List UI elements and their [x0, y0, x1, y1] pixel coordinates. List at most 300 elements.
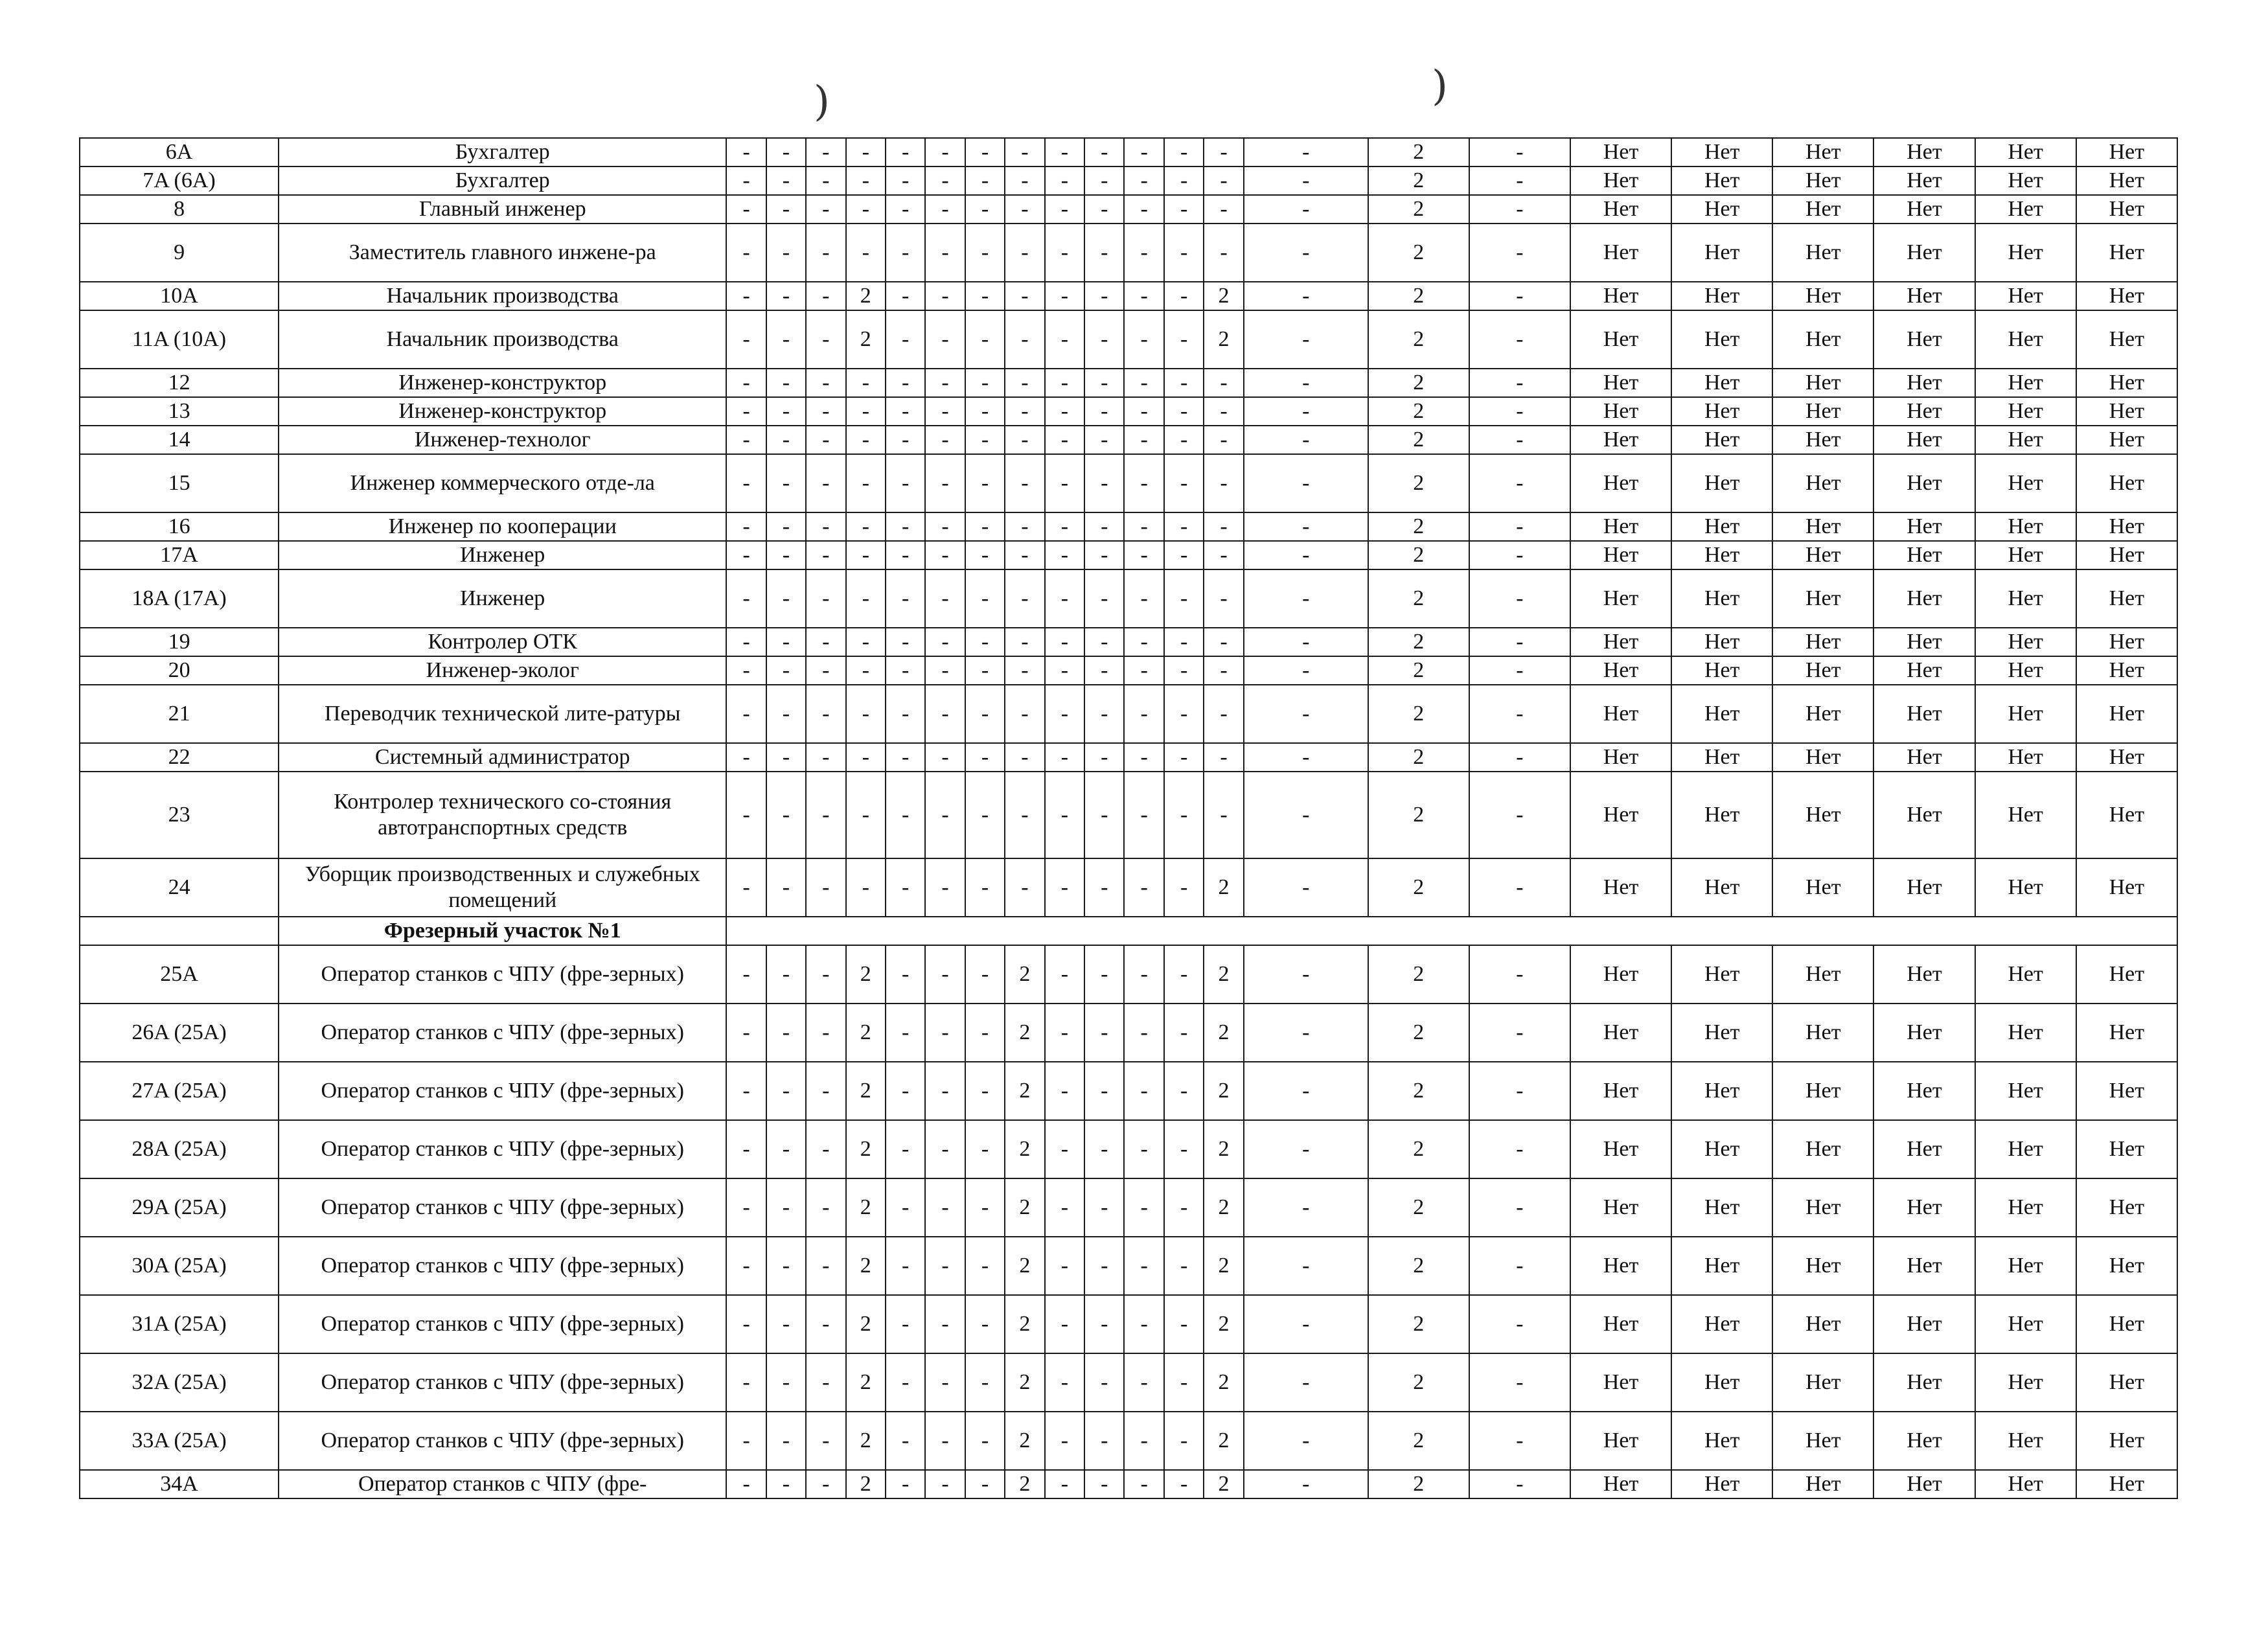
table-row	[80, 397, 2177, 426]
guarantee-cell: Нет	[1772, 1412, 1873, 1470]
factor-class-cell: -	[1244, 1412, 1368, 1470]
position-name: Оператор станков с ЧПУ (фре-зерных)	[279, 1004, 726, 1062]
table-row	[80, 1178, 2177, 1237]
guarantee-cell: Нет	[1772, 685, 1873, 743]
factor-class-cell: -	[806, 1004, 845, 1062]
guarantee-cell: Нет	[1570, 512, 1671, 541]
guarantee-cell: Нет	[1671, 512, 1772, 541]
factor-class-cell: -	[925, 569, 965, 628]
factor-class-cell: 2	[1368, 1004, 1469, 1062]
guarantee-cell: Нет	[1570, 1470, 1671, 1498]
guarantee-cell: Нет	[1975, 743, 2076, 772]
guarantee-cell: Нет	[1671, 397, 1772, 426]
table-row	[80, 310, 2177, 369]
factor-class-cell: -	[965, 685, 1005, 743]
factor-class-cell: -	[965, 541, 1005, 569]
section-num-cell	[80, 917, 279, 945]
table-row	[80, 195, 2177, 224]
guarantee-cell: Нет	[1671, 138, 1772, 166]
guarantee-cell: Нет	[2076, 1062, 2177, 1120]
factor-class-cell: -	[766, 310, 806, 369]
factor-class-cell: 2	[1005, 945, 1044, 1004]
factor-class-cell: -	[1164, 541, 1204, 569]
row-number: 7A (6A)	[80, 166, 279, 195]
factor-class-cell: -	[1005, 541, 1044, 569]
factor-class-cell: -	[806, 1062, 845, 1120]
guarantee-cell: Нет	[1873, 1062, 1975, 1120]
factor-class-cell: -	[766, 685, 806, 743]
factor-class-cell: -	[1124, 138, 1163, 166]
factor-class-cell: -	[1124, 1120, 1163, 1178]
factor-class-cell: -	[806, 772, 845, 858]
factor-class-cell: 2	[1368, 569, 1469, 628]
factor-class-cell: -	[806, 1353, 845, 1412]
factor-class-cell: 2	[1204, 310, 1243, 369]
guarantee-cell: Нет	[1975, 1470, 2076, 1498]
factor-class-cell: -	[766, 541, 806, 569]
guarantee-cell: Нет	[1873, 1120, 1975, 1178]
table-body	[80, 138, 2177, 1498]
position-name: Бухгалтер	[279, 166, 726, 195]
factor-class-cell: -	[1469, 1120, 1570, 1178]
factor-class-cell: -	[1244, 772, 1368, 858]
factor-class-cell: 2	[1005, 1120, 1044, 1178]
factor-class-cell: 2	[1005, 1004, 1044, 1062]
guarantee-cell: Нет	[1772, 1004, 1873, 1062]
factor-class-cell: 2	[846, 1412, 886, 1470]
punch-hole-mark-right: )	[1432, 62, 1448, 110]
factor-class-cell: -	[925, 166, 965, 195]
guarantee-cell: Нет	[1772, 310, 1873, 369]
guarantee-cell: Нет	[1975, 685, 2076, 743]
guarantee-cell: Нет	[1671, 1295, 1772, 1353]
factor-class-cell: -	[886, 858, 925, 917]
guarantee-cell: Нет	[1975, 224, 2076, 282]
guarantee-cell: Нет	[2076, 1295, 2177, 1353]
guarantee-cell: Нет	[1772, 1353, 1873, 1412]
factor-class-cell: -	[806, 858, 845, 917]
guarantee-cell: Нет	[2076, 224, 2177, 282]
factor-class-cell: -	[1124, 685, 1163, 743]
factor-class-cell: -	[1244, 138, 1368, 166]
factor-class-cell: -	[766, 628, 806, 656]
factor-class-cell: -	[766, 369, 806, 397]
factor-class-cell: -	[925, 628, 965, 656]
factor-class-cell: -	[1204, 569, 1243, 628]
factor-class-cell: -	[766, 858, 806, 917]
guarantee-cell: Нет	[1671, 1004, 1772, 1062]
factor-class-cell: -	[1124, 397, 1163, 426]
factor-class-cell: -	[925, 1120, 965, 1178]
factor-class-cell: -	[886, 569, 925, 628]
factor-class-cell: -	[1045, 282, 1084, 310]
factor-class-cell: -	[1244, 1120, 1368, 1178]
factor-class-cell: -	[1124, 743, 1163, 772]
factor-class-cell: -	[1244, 858, 1368, 917]
guarantee-cell: Нет	[1671, 454, 1772, 512]
factor-class-cell: 2	[846, 310, 886, 369]
factor-class-cell: 2	[1368, 743, 1469, 772]
factor-class-cell: -	[806, 1295, 845, 1353]
factor-class-cell: -	[886, 1120, 925, 1178]
factor-class-cell: -	[1244, 541, 1368, 569]
factor-class-cell: 2	[1368, 397, 1469, 426]
factor-class-cell: -	[846, 454, 886, 512]
position-name: Инженер	[279, 569, 726, 628]
position-name: Главный инженер	[279, 195, 726, 224]
factor-class-cell: -	[766, 224, 806, 282]
guarantee-cell: Нет	[1570, 541, 1671, 569]
factor-class-cell: -	[1005, 369, 1044, 397]
guarantee-cell: Нет	[1570, 743, 1671, 772]
factor-class-cell: -	[1244, 1237, 1368, 1295]
factor-class-cell: -	[886, 1353, 925, 1412]
guarantee-cell: Нет	[1873, 166, 1975, 195]
row-number: 17A	[80, 541, 279, 569]
factor-class-cell: -	[846, 224, 886, 282]
factor-class-cell: -	[886, 512, 925, 541]
factor-class-cell: -	[925, 224, 965, 282]
guarantee-cell: Нет	[1570, 195, 1671, 224]
factor-class-cell: -	[965, 1412, 1005, 1470]
guarantee-cell: Нет	[2076, 138, 2177, 166]
factor-class-cell: 2	[1005, 1412, 1044, 1470]
factor-class-cell: 2	[1368, 1295, 1469, 1353]
factor-class-cell: -	[1045, 945, 1084, 1004]
guarantee-cell: Нет	[1975, 512, 2076, 541]
guarantee-cell: Нет	[1772, 166, 1873, 195]
table-row	[80, 1120, 2177, 1178]
factor-class-cell: -	[1124, 310, 1163, 369]
factor-class-cell: -	[806, 512, 845, 541]
guarantee-cell: Нет	[1772, 772, 1873, 858]
guarantee-cell: Нет	[1772, 628, 1873, 656]
guarantee-cell: Нет	[1873, 541, 1975, 569]
guarantee-cell: Нет	[1873, 138, 1975, 166]
factor-class-cell: -	[965, 743, 1005, 772]
guarantee-cell: Нет	[1772, 1295, 1873, 1353]
guarantee-cell: Нет	[1570, 772, 1671, 858]
factor-class-cell: -	[1084, 1470, 1124, 1498]
factor-class-cell: -	[766, 569, 806, 628]
factor-class-cell: -	[965, 1062, 1005, 1120]
guarantee-cell: Нет	[1873, 1178, 1975, 1237]
factor-class-cell: -	[1469, 569, 1570, 628]
factor-class-cell: -	[1084, 369, 1124, 397]
factor-class-cell: -	[1045, 569, 1084, 628]
factor-class-cell: -	[1244, 454, 1368, 512]
factor-class-cell: -	[1469, 685, 1570, 743]
factor-class-cell: -	[965, 397, 1005, 426]
factor-class-cell: -	[1204, 454, 1243, 512]
factor-class-cell: -	[1204, 656, 1243, 685]
factor-class-cell: -	[1084, 138, 1124, 166]
factor-class-cell: -	[846, 569, 886, 628]
factor-class-cell: -	[1469, 138, 1570, 166]
factor-class-cell: -	[1469, 195, 1570, 224]
factor-class-cell: -	[965, 195, 1005, 224]
guarantee-cell: Нет	[1975, 569, 2076, 628]
factor-class-cell: -	[766, 1062, 806, 1120]
factor-class-cell: -	[726, 1470, 766, 1498]
guarantee-cell: Нет	[1772, 858, 1873, 917]
row-number: 34A	[80, 1470, 279, 1498]
factor-class-cell: -	[925, 743, 965, 772]
factor-class-cell: -	[726, 224, 766, 282]
factor-class-cell: -	[1469, 628, 1570, 656]
factor-class-cell: -	[1124, 282, 1163, 310]
factor-class-cell: -	[1204, 369, 1243, 397]
factor-class-cell: -	[726, 1353, 766, 1412]
factor-class-cell: -	[1005, 656, 1044, 685]
factor-class-cell: -	[766, 656, 806, 685]
factor-class-cell: -	[965, 282, 1005, 310]
factor-class-cell: -	[1164, 224, 1204, 282]
factor-class-cell: -	[1469, 397, 1570, 426]
factor-class-cell: -	[1084, 1120, 1124, 1178]
guarantee-cell: Нет	[1671, 656, 1772, 685]
factor-class-cell: 2	[1368, 1062, 1469, 1120]
factor-class-cell: -	[1005, 685, 1044, 743]
guarantee-cell: Нет	[1570, 166, 1671, 195]
position-name: Инженер-конструктор	[279, 397, 726, 426]
factor-class-cell: 2	[1368, 772, 1469, 858]
table-row	[80, 1295, 2177, 1353]
position-name: Контролер ОТК	[279, 628, 726, 656]
guarantee-cell: Нет	[1975, 945, 2076, 1004]
guarantee-cell: Нет	[2076, 512, 2177, 541]
factor-class-cell: 2	[1005, 1062, 1044, 1120]
factor-class-cell: -	[965, 569, 1005, 628]
factor-class-cell: -	[1084, 1004, 1124, 1062]
factor-class-cell: -	[1045, 685, 1084, 743]
factor-class-cell: -	[1204, 166, 1243, 195]
factor-class-cell: -	[726, 1237, 766, 1295]
row-number: 11A (10A)	[80, 310, 279, 369]
table-row	[80, 138, 2177, 166]
factor-class-cell: 2	[846, 1004, 886, 1062]
factor-class-cell: -	[1244, 685, 1368, 743]
factor-class-cell: -	[1164, 1120, 1204, 1178]
factor-class-cell: -	[846, 512, 886, 541]
factor-class-cell: -	[965, 310, 1005, 369]
table-row	[80, 1470, 2177, 1498]
guarantee-cell: Нет	[1671, 858, 1772, 917]
factor-class-cell: -	[925, 397, 965, 426]
factor-class-cell: 2	[1005, 1353, 1044, 1412]
factor-class-cell: -	[766, 397, 806, 426]
factor-class-cell: -	[726, 772, 766, 858]
factor-class-cell: -	[766, 282, 806, 310]
factor-class-cell: -	[925, 426, 965, 454]
position-name: Инженер коммерческого отде-ла	[279, 454, 726, 512]
guarantee-cell: Нет	[1873, 1295, 1975, 1353]
factor-class-cell: 2	[1005, 1178, 1044, 1237]
guarantee-cell: Нет	[1873, 772, 1975, 858]
row-number: 31A (25A)	[80, 1295, 279, 1353]
factor-class-cell: -	[1045, 1353, 1084, 1412]
table-row	[80, 282, 2177, 310]
guarantee-cell: Нет	[1975, 1295, 2076, 1353]
guarantee-cell: Нет	[1671, 1062, 1772, 1120]
position-name: Оператор станков с ЧПУ (фре-зерных)	[279, 1295, 726, 1353]
factor-class-cell: -	[1244, 1062, 1368, 1120]
factor-class-cell: -	[1124, 1353, 1163, 1412]
factor-class-cell: -	[965, 454, 1005, 512]
table-row	[80, 166, 2177, 195]
factor-class-cell: -	[766, 1004, 806, 1062]
guarantee-cell: Нет	[1873, 310, 1975, 369]
factor-class-cell: -	[1005, 138, 1044, 166]
section-empty-cell	[726, 917, 2177, 945]
guarantee-cell: Нет	[1873, 1470, 1975, 1498]
factor-class-cell: 2	[1368, 282, 1469, 310]
factor-class-cell: -	[1124, 628, 1163, 656]
guarantee-cell: Нет	[1772, 569, 1873, 628]
factor-class-cell: -	[925, 772, 965, 858]
factor-class-cell: -	[925, 656, 965, 685]
guarantee-cell: Нет	[1975, 1412, 2076, 1470]
factor-class-cell: -	[1124, 166, 1163, 195]
table-row	[80, 369, 2177, 397]
factor-class-cell: -	[1084, 454, 1124, 512]
factor-class-cell: -	[726, 426, 766, 454]
factor-class-cell: -	[1244, 282, 1368, 310]
factor-class-cell: -	[726, 628, 766, 656]
factor-class-cell: -	[806, 369, 845, 397]
factor-class-cell: -	[1204, 685, 1243, 743]
factor-class-cell: -	[965, 772, 1005, 858]
factor-class-cell: -	[1084, 656, 1124, 685]
factor-class-cell: -	[1469, 1295, 1570, 1353]
guarantee-cell: Нет	[1975, 772, 2076, 858]
factor-class-cell: -	[1204, 772, 1243, 858]
position-name: Уборщик производственных и служебных помещений	[279, 858, 726, 917]
guarantee-cell: Нет	[1772, 138, 1873, 166]
guarantee-cell: Нет	[1570, 369, 1671, 397]
factor-class-cell: -	[806, 1237, 845, 1295]
factor-class-cell: -	[726, 1004, 766, 1062]
factor-class-cell: -	[1005, 310, 1044, 369]
factor-class-cell: -	[925, 1004, 965, 1062]
factor-class-cell: -	[806, 426, 845, 454]
factor-class-cell: -	[766, 772, 806, 858]
row-number: 12	[80, 369, 279, 397]
factor-class-cell: -	[766, 1237, 806, 1295]
row-number: 9	[80, 224, 279, 282]
factor-class-cell: -	[1045, 166, 1084, 195]
factor-class-cell: -	[1469, 1412, 1570, 1470]
factor-class-cell: 2	[1368, 138, 1469, 166]
guarantee-cell: Нет	[1873, 628, 1975, 656]
factor-class-cell: -	[766, 426, 806, 454]
row-number: 25A	[80, 945, 279, 1004]
factor-class-cell: -	[1005, 743, 1044, 772]
guarantee-cell: Нет	[1671, 1470, 1772, 1498]
factor-class-cell: -	[726, 369, 766, 397]
guarantee-cell: Нет	[1772, 397, 1873, 426]
table-row	[80, 743, 2177, 772]
factor-class-cell: -	[1164, 1237, 1204, 1295]
factor-class-cell: 2	[846, 282, 886, 310]
factor-class-cell: -	[766, 1295, 806, 1353]
factor-class-cell: -	[1469, 454, 1570, 512]
guarantee-cell: Нет	[1873, 369, 1975, 397]
factor-class-cell: -	[806, 310, 845, 369]
factor-class-cell: 2	[1368, 224, 1469, 282]
factor-class-cell: -	[886, 656, 925, 685]
factor-class-cell: -	[1244, 945, 1368, 1004]
factor-class-cell: -	[726, 454, 766, 512]
factor-class-cell: -	[766, 1470, 806, 1498]
factor-class-cell: -	[1045, 541, 1084, 569]
table-row	[80, 945, 2177, 1004]
guarantee-cell: Нет	[2076, 397, 2177, 426]
factor-class-cell: 2	[1368, 426, 1469, 454]
factor-class-cell: 2	[1204, 1353, 1243, 1412]
factor-class-cell: -	[1124, 945, 1163, 1004]
factor-class-cell: -	[965, 369, 1005, 397]
row-number: 10A	[80, 282, 279, 310]
factor-class-cell: -	[1204, 397, 1243, 426]
guarantee-cell: Нет	[1975, 282, 2076, 310]
guarantee-cell: Нет	[2076, 282, 2177, 310]
factor-class-cell: -	[846, 772, 886, 858]
section-title: Фрезерный участок №1	[279, 917, 726, 945]
factor-class-cell: 2	[1368, 685, 1469, 743]
guarantee-cell: Нет	[1975, 1237, 2076, 1295]
row-number: 32A (25A)	[80, 1353, 279, 1412]
guarantee-cell: Нет	[1570, 628, 1671, 656]
factor-class-cell: -	[1045, 1178, 1084, 1237]
factor-class-cell: 2	[1368, 166, 1469, 195]
factor-class-cell: -	[846, 628, 886, 656]
guarantee-cell: Нет	[2076, 1353, 2177, 1412]
guarantee-cell: Нет	[1570, 1178, 1671, 1237]
factor-class-cell: -	[1164, 1470, 1204, 1498]
factor-class-cell: -	[925, 1412, 965, 1470]
guarantee-cell: Нет	[1975, 369, 2076, 397]
factor-class-cell: -	[1164, 1295, 1204, 1353]
table-row	[80, 569, 2177, 628]
factor-class-cell: -	[726, 1120, 766, 1178]
position-name: Переводчик технической лите-ратуры	[279, 685, 726, 743]
factor-class-cell: -	[886, 310, 925, 369]
factor-class-cell: -	[1164, 945, 1204, 1004]
guarantee-cell: Нет	[1873, 454, 1975, 512]
row-number: 27A (25A)	[80, 1062, 279, 1120]
factor-class-cell: -	[726, 282, 766, 310]
factor-class-cell: -	[1005, 858, 1044, 917]
factor-class-cell: -	[806, 569, 845, 628]
punch-hole-mark-left: )	[814, 78, 830, 126]
position-name: Оператор станков с ЧПУ (фре-зерных)	[279, 1412, 726, 1470]
factor-class-cell: -	[1084, 1295, 1124, 1353]
guarantee-cell: Нет	[1975, 1120, 2076, 1178]
factor-class-cell: -	[1244, 224, 1368, 282]
guarantee-cell: Нет	[1671, 772, 1772, 858]
row-number: 13	[80, 397, 279, 426]
factor-class-cell: -	[965, 1470, 1005, 1498]
position-name: Начальник производства	[279, 310, 726, 369]
position-name: Оператор станков с ЧПУ (фре-зерных)	[279, 1237, 726, 1295]
factor-class-cell: -	[1204, 628, 1243, 656]
factor-class-cell: -	[1164, 454, 1204, 512]
factor-class-cell: -	[925, 541, 965, 569]
factor-class-cell: 2	[1204, 1004, 1243, 1062]
factor-class-cell: -	[1045, 454, 1084, 512]
factor-class-cell: 2	[1204, 1237, 1243, 1295]
